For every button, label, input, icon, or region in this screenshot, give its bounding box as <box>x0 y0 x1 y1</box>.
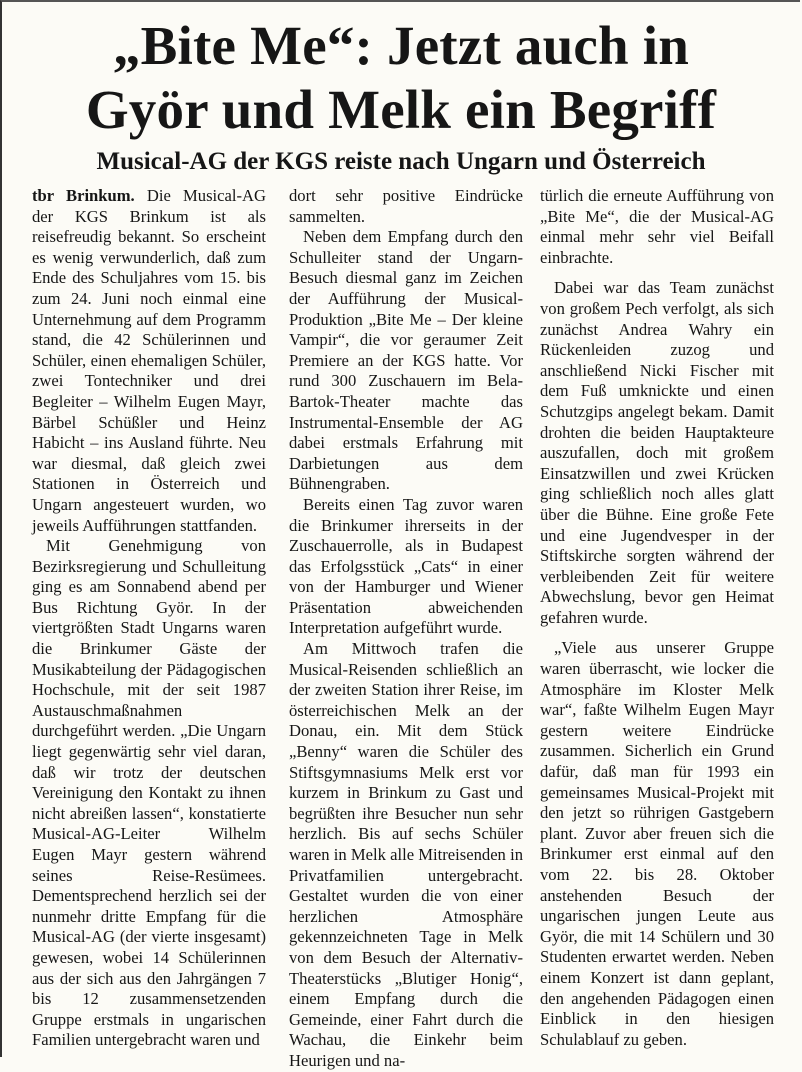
column-3 <box>540 186 774 1056</box>
subheadline: Musical-AG der KGS reiste nach Ungarn und Österreich <box>96 148 706 175</box>
paragraph: Am Mittwoch trafen die Musical-Reisenden schließlich an der zweiten Station ihrer Reise, im österreichischen Melk an der Donau, ein. Mit dem Stück „Benny“ waren die Schüler des Stiftsgymnasiums Melk erst vor kurzem in Brinkum zu Gast und begrüßten ihre Besucher nun sehr herzlich. Bis auf sechs Schüler waren in Melk alle Mitreisenden in Privatfamilien untergebracht. Gestaltet wurden die von einer herzlichen Atmosphäre gekennzeichneten Tage in Melk von dem Besuch der Alternativ-Theaterstücks „Blutiger Honig“, einem Empfang durch die Gemeinde, einer Fahrt durch die Wachau, die Einkehr beim Heurigen und na- <box>289 639 523 1070</box>
headline-line-2: Györ und Melk ein Begriff <box>85 79 717 140</box>
paragraph: dort sehr positive Eindrücke sammelten. <box>289 186 523 226</box>
headline <box>2 2 800 142</box>
paragraph: Mit Genehmigung von Bezirksregierung und Schulleitung ging es am Sonnabend abend per Bus Richtung Györ. In der viertgrößten Stadt Ungarns waren die Brinkumer Gäste der Musikabteilung der Pädagogischen Hochschule, mit der seit 1987 Austauschmaßnahmen durchgeführt werden. „Die Ungarn liegt gegenwärtig sehr viel daran, daß wir trotz der deutschen Vereinigung den Kontakt zu ihnen nicht abreißen lassen“, konstatierte Musical-AG-Leiter Wilhelm Eugen Mayr gestern während seines Reise-Resümees. Dementsprechend herzlich sei der nunmehr dritte Empfang für die Musical-AG (der vierte insgesamt) gewesen, wobei 14 Schülerinnen aus der sich aus den Jahrgängen 7 bis 12 zusammensetzenden Gruppe erstmals in ungarischen Familien untergebracht waren und <box>32 536 266 1050</box>
paragraph: türlich die erneute Aufführung von „Bite Me“, die der Musical-AG einmal mehr sehr viel Beifall einbrachte. <box>540 186 774 267</box>
headline-line-1: „Bite Me“: Jetzt auch in <box>112 15 690 76</box>
paragraph: Dabei war das Team zunächst von großem Pech verfolgt, als sich zunächst Andrea Wahry ein Rückenleiden zuzog und anschließend Nicki Fischer mit dem Fuß umknickte und einen Schutzgips angelegt bekam. Damit drohten die beiden Hauptakteure auszufallen, doch mit großem Einsatzwillen und zwei Krücken ging schließlich noch alles glatt über die Bühne. Eine große Fete und eine Jugendvesper in der Stiftskirche sorgten während der verbleibenden Zeit für weitere Abwechslung, bevor gen Heimat gefahren wurde. <box>540 278 774 627</box>
column-1 <box>32 186 266 1056</box>
paragraph: Bereits einen Tag zuvor waren die Brinkumer ihrerseits in der Zuschauerrolle, als in Budapest das Erfolgsstück „Cats“ in einer von der Hamburger und Wiener Präsentation abweichenden Interpretation aufgeführt wurde. <box>289 494 523 638</box>
paragraph-text: Die Musical-AG der KGS Brinkum ist als reisefreudig bekannt. So erscheint es wenig verwunderlich, daß zum Ende des Schuljahres vom 15. bis zum 24. Juni noch einmal eine Unternehmung auf dem Programm stand, die 42 Schülerinnen und Schüler, einen ehemaligen Schüler, zwei Tontechniker und drei Begleiter – Wilhelm Eugen Mayr, Bärbel Schüßler und Heinz Habicht – ins Ausland führte. Neu war diesmal, daß gleich zwei Stationen in Österreich und Ungarn angesteuert wurden, wo jeweils Aufführungen stattfanden. <box>32 186 267 535</box>
article-body <box>2 186 802 1070</box>
paragraph <box>32 186 266 536</box>
dateline: tbr Brinkum. <box>32 186 135 205</box>
paragraph: Neben dem Empfang durch den Schulleiter stand der Ungarn-Besuch diesmal ganz im Zeichen der Aufführung der Musical-Produktion „Bite Me – Der kleine Vampir“, die vor geraumer Zeit Premiere an der KGS hatte. Vor rund 300 Zuschauern im Bela-Bartok-Theater machte das Instrumental-Ensemble der AG dabei erstmals Erfahrung mit Darbietungen aus dem Bühnengraben. <box>289 227 523 494</box>
column-2 <box>289 186 523 1070</box>
paragraph: „Viele aus unserer Gruppe waren überrascht, wie locker die Atmosphäre im Kloster Melk war“, faßte Wilhelm Eugen Mayr gestern weitere Eindrücke zusammen. Sicherlich ein Grund dafür, daß man für 1993 ein gemeinsames Musical-Projekt mit den jetzt so rührigen Gastgebern plant. Zuvor aber freuen sich die Brinkumer erst einmal auf den vom 22. bis 28. Oktober anstehenden Besuch der ungarischen jungen Leute aus Györ, die mit 14 Schülern und 30 Studenten erwartet werden. Neben einem Konzert ist dann geplant, den angehenden Pädagogen einen Einblick in den hiesigen Schulablauf zu geben. <box>540 638 774 1049</box>
